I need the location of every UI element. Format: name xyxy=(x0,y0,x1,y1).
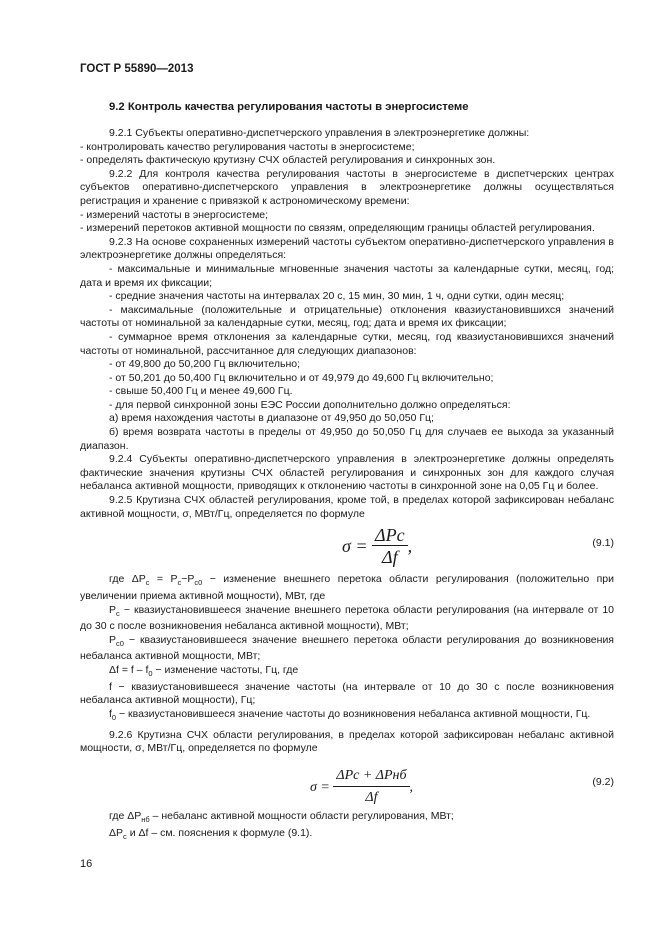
list-item: - определять фактическую крутизну СЧХ областей регулирования и синхронных зон. xyxy=(80,154,496,167)
definition-line: f − квазиустановившееся значение частоты (на интервале от 10 до 30 с после возникновения небаланса активной мощности), Гц; xyxy=(80,680,614,707)
paragraph: 9.2.3 На основе сохраненных измерений частоты субъектом оперативно-диспетчерского управления в электроэнергетике должны определяться: xyxy=(80,235,614,262)
text-run: = P xyxy=(149,573,178,586)
formula-denominator: Δf xyxy=(382,547,398,568)
list-item: - от 49,800 до 50,200 Гц включительно; xyxy=(109,358,301,371)
text-run: P xyxy=(109,603,117,616)
formula-9-2 xyxy=(80,756,614,810)
text-run: Δf = f – f xyxy=(109,664,149,677)
formula-comma: , xyxy=(409,779,414,795)
paragraph: 9.2.2 Для контроля качества регулирования частоты в энергосистеме в диспетчерских центрах субъектов оперативно-диспетчерского управления в электроэнергетике должны осуществляться регистрация и хранение с привязкой к астрономическому времени: xyxy=(80,167,614,207)
paragraph: 9.2.4 Субъекты оперативно-диспетчерского управления в электроэнергетике должны определять фактические значения крутизны СЧХ областей регулирования и синхронных зон для каждого случая небаланса активной мощности, приводящих к отклонению частоты в синхронной зоне на 0,05 Гц и более. xyxy=(80,453,614,493)
text-run: −P xyxy=(181,573,195,586)
list-item: - свыше 50,400 Гц и менее 49,600 Гц. xyxy=(109,385,293,398)
text-run: − квазиустановившееся значение внешнего перетока области регулирования (на интервале от 10 до 30 с после возникновения небаланса активной мощности), МВт; xyxy=(80,603,614,633)
list-item: - измерений перетоков активной мощности по связям, определяющим границы областей регулирования. xyxy=(80,222,595,235)
text-run: − изменение внешнего перетока области регулирования (положительно при увеличении приема активной мощности), МВт, где xyxy=(80,573,614,602)
paragraph: 9.2.6 Крутизна СЧХ области регулирования, в пределах которой зафиксирован небаланс активной мощности, σ, МВт/Гц, определяется по формуле xyxy=(80,728,614,755)
list-item: - от 50,201 до 50,400 Гц включительно и от 49,979 до 49,600 Гц включительно; xyxy=(109,371,494,384)
definition-line xyxy=(80,810,614,827)
equation-number: (9.1) xyxy=(592,537,614,550)
list-item: - максимальные (положительные и отрицательные) отклонения квазиустановившихся значений частоты от номинальной за календарные сутки, месяц, год; дата и время их фиксации; xyxy=(80,303,614,330)
text-run: ΔP xyxy=(109,826,124,839)
subscript: 0 xyxy=(111,713,117,723)
formula-denominator: Δf xyxy=(365,789,378,805)
section-title: 9.2 Контроль качества регулирования частоты в энергосистеме xyxy=(109,101,469,113)
formula-expression xyxy=(342,525,412,568)
formula-lhs: σ = xyxy=(310,779,330,795)
list-item: - средние значения частоты на интервалах 20 с, 15 мин, 30 мин, 1 ч, одни сутки, один месяц; xyxy=(109,290,565,303)
definition-line xyxy=(80,664,614,681)
formula-numerator: ΔPc + ΔPнб xyxy=(333,766,409,787)
list-item: - максимальные и минимальные мгновенные значения частоты за календарные сутки, месяц, год; дата и время их фиксации; xyxy=(80,262,614,289)
subscript: 0 xyxy=(148,669,153,679)
formula-comma: , xyxy=(407,535,413,556)
document-code: ГОСТ Р 55890—2013 xyxy=(80,63,194,75)
text-run: − квазиустановившееся значение частоты до возникновения небаланса активной мощности, Гц. xyxy=(116,707,591,720)
text-run: и Δf – см. пояснения к формуле (9.1). xyxy=(126,826,313,839)
list-item: - суммарное время отклонения за календарные сутки, месяц, год квазиустановившихся значений частоты от номинальной, рассчитанное для следующих диапазонов: xyxy=(80,330,614,357)
formula-fraction xyxy=(333,766,409,809)
paragraph: 9.2.1 Субъекты оперативно-диспетчерского управления в электроэнергетике должны: xyxy=(109,127,530,139)
document-body xyxy=(80,127,614,843)
subscript: c xyxy=(177,578,182,588)
text-run: − изменение частоты, Гц, где xyxy=(152,664,299,677)
formula-9-1 xyxy=(80,521,614,573)
subscript: c xyxy=(145,578,150,588)
paragraph: 9.2.5 Крутизна СЧХ областей регулирования, кроме той, в пределах которой зафиксирован небаланс активной мощности, σ, МВт/Гц, определяется по формуле xyxy=(80,494,614,520)
subscript: c xyxy=(123,831,127,841)
text-run: где ΔP xyxy=(109,573,146,586)
text-run: f xyxy=(109,707,112,720)
definition-line xyxy=(80,573,614,603)
formula-lhs: σ = xyxy=(342,535,368,556)
subscript: нб xyxy=(141,814,150,824)
text-run: P xyxy=(109,633,117,646)
formula-fraction xyxy=(372,525,408,568)
list-item: б) время возврата частоты в пределы от 49,950 до 50,050 Гц для случаев ее выхода за указанный диапазон. xyxy=(80,426,614,452)
page-number: 16 xyxy=(80,858,93,870)
list-item: - контролировать качество регулирования частоты в энергосистеме; xyxy=(80,140,415,153)
subscript: c0 xyxy=(194,578,203,588)
subscript: c0 xyxy=(116,638,124,648)
list-item: - для первой синхронной зоны ЕЭС России дополнительно должно определяться: xyxy=(109,398,511,411)
definition-line xyxy=(80,604,614,634)
equation-number: (9.2) xyxy=(592,775,614,788)
definition-line xyxy=(80,708,614,725)
text-run: где ΔP xyxy=(109,809,142,822)
list-item: а) время нахождения частоты в диапазоне от 49,950 до 50,050 Гц; xyxy=(109,412,434,425)
formula-numerator: ΔPc xyxy=(372,525,408,546)
definition-line xyxy=(80,827,614,844)
text-run: – небаланс активной мощности области регулирования, МВт; xyxy=(149,809,454,822)
subscript: c xyxy=(116,608,120,618)
definition-line xyxy=(80,634,614,664)
text-run: − квазиустановившееся значение внешнего перетока области регулирования до возникновения небаланса активной мощности, МВт; xyxy=(80,633,614,663)
list-item: - измерений частоты в энергосистеме; xyxy=(80,208,269,221)
formula-expression xyxy=(310,766,413,809)
